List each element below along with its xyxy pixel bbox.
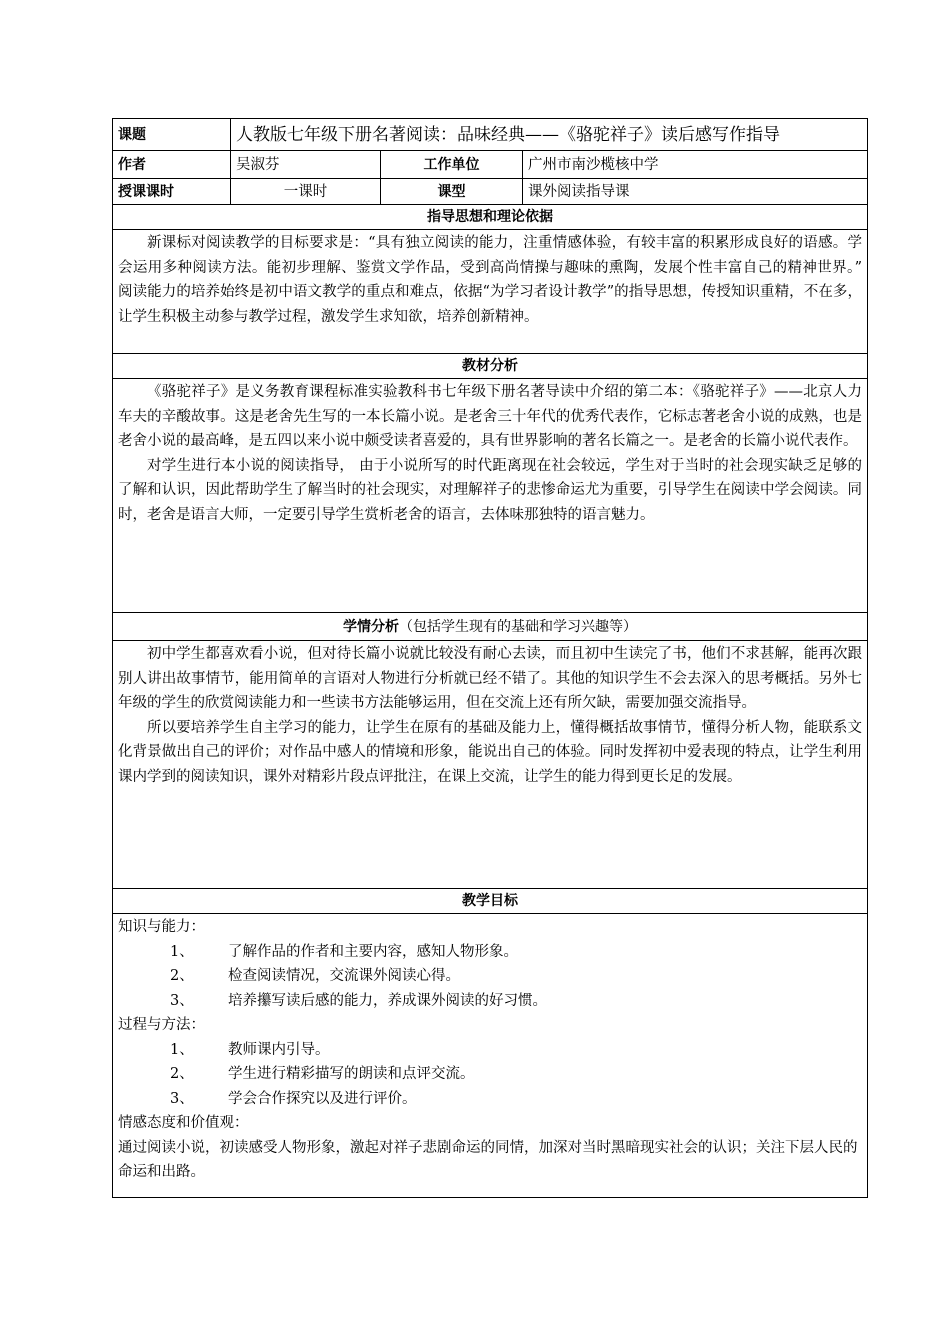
hours-row <box>113 179 868 205</box>
process-item: 1、 教师课内引导。 <box>170 1041 330 1058</box>
guidance-heading: 指导思想和理论依据 <box>113 205 868 230</box>
students-title-note: （包括学生现有的基础和学习兴趣等） <box>399 618 637 635</box>
topic-value: 人教版七年级下册名著阅读：品味经典——《骆驼祥子》读后感写作指导 <box>231 119 868 151</box>
type-label: 课型 <box>381 179 523 205</box>
topic-label: 课题 <box>113 119 231 151</box>
material-paragraph: 对学生进行本小说的阅读指导， 由于小说所写的时代距离现在社会较远，学生对于当时的社会现实缺乏足够的了解和认识，因此帮助学生了解当时的社会现实，对理解祥子的悲惨命运尤为重要，引导学生在阅读中学会阅读。同时，老舍是语言大师，一定要引导学生赏析老舍的语言，去体味那独特的语言魅力。 <box>118 457 862 523</box>
students-paragraph: 初中学生都喜欢看小说，但对待长篇小说就比较没有耐心去读，而且初中生读完了书，他们不求甚解，能再次跟别人讲出故事情节，能用简单的言语对人物进行分析就已经不错了。其他的知识学生不会去深入的思考概括。另外七年级的学生的欣赏阅读能力和一些读书方法能够运用，但在交流上还有所欠缺，需要加强交流指导。 <box>118 646 862 711</box>
students-title: 学情分析 <box>343 618 399 635</box>
emotion-label: 情感态度和价值观： <box>118 1115 249 1131</box>
topic-row <box>113 119 868 151</box>
hours-label: 授课课时 <box>113 179 231 205</box>
knowledge-item: 2、 检查阅读情况，交流课外阅读心得。 <box>170 968 460 984</box>
process-item: 3、 学会合作探究以及进行评价。 <box>170 1090 417 1107</box>
material-paragraph: 《骆驼祥子》是义务教育课程标准实验教科书七年级下册名著导读中介绍的第二本：《骆驼祥子》——北京人力车夫的辛酸故事。这是老舍先生写的一本长篇小说。是老舍三十年代的优秀代表作，它标志著老舍小说的成熟，也是老舍小说的最高峰，是五四以来小说中颇受读者喜爱的，具有世界影响的著名长篇之一。是老舍的长篇小说代表作。 <box>118 384 862 449</box>
students-heading <box>113 613 868 641</box>
author-label: 作者 <box>113 151 231 179</box>
material-heading: 教材分析 <box>113 354 868 379</box>
lesson-plan-page <box>112 118 867 1198</box>
emotion-text: 通过阅读小说，初读感受人物形象，激起对祥子悲剧命运的同情，加深对当时黑暗现实社会的认识；关注下层人民的命运和出路。 <box>118 1139 858 1180</box>
lesson-plan-table <box>112 118 868 1198</box>
goals-body <box>113 914 868 1198</box>
unit-value: 广州市南沙榄核中学 <box>523 151 868 179</box>
unit-label: 工作单位 <box>381 151 523 179</box>
knowledge-label: 知识与能力： <box>118 919 205 935</box>
hours-value: 一课时 <box>231 179 381 205</box>
author-value: 吴淑芬 <box>231 151 381 179</box>
students-body <box>113 641 868 889</box>
author-row <box>113 151 868 179</box>
guidance-body <box>113 230 868 354</box>
students-paragraph: 所以要培养学生自主学习的能力，让学生在原有的基础及能力上，懂得概括故事情节，懂得分析人物，能联系文化背景做出自己的评价；对作品中感人的情境和形象，能说出自己的体验。同时发挥初中爱表现的特点，让学生利用课内学到的阅读知识，课外对精彩片段点评批注，在课上交流，让学生的能力得到更长足的发展。 <box>118 719 862 785</box>
material-body <box>113 379 868 613</box>
knowledge-item: 1、 了解作品的作者和主要内容，感知人物形象。 <box>170 943 518 960</box>
knowledge-item: 3、 培养攥写读后感的能力，养成课外阅读的好习惯。 <box>170 992 547 1009</box>
type-value: 课外阅读指导课 <box>523 179 868 205</box>
process-item: 2、 学生进行精彩描写的朗读和点评交流。 <box>170 1066 475 1082</box>
guidance-paragraph: 新课标对阅读教学的目标要求是：“具有独立阅读的能力，注重情感体验，有较丰富的积累形成良好的语感。学会运用多种阅读方法。能初步理解、鉴赏文学作品，受到高尚情操与趣味的熏陶，发展个性丰富自己的精神世界。” 阅读能力的培养始终是初中语文教学的重点和难点，依据“为学习者设计教学”的指导思想，传授知识重精，不在多，让学生积极主动参与教学过程，激发学生求知欲，培养创新精神。 <box>118 235 862 325</box>
process-label: 过程与方法： <box>118 1017 205 1033</box>
goals-heading: 教学目标 <box>113 889 868 914</box>
